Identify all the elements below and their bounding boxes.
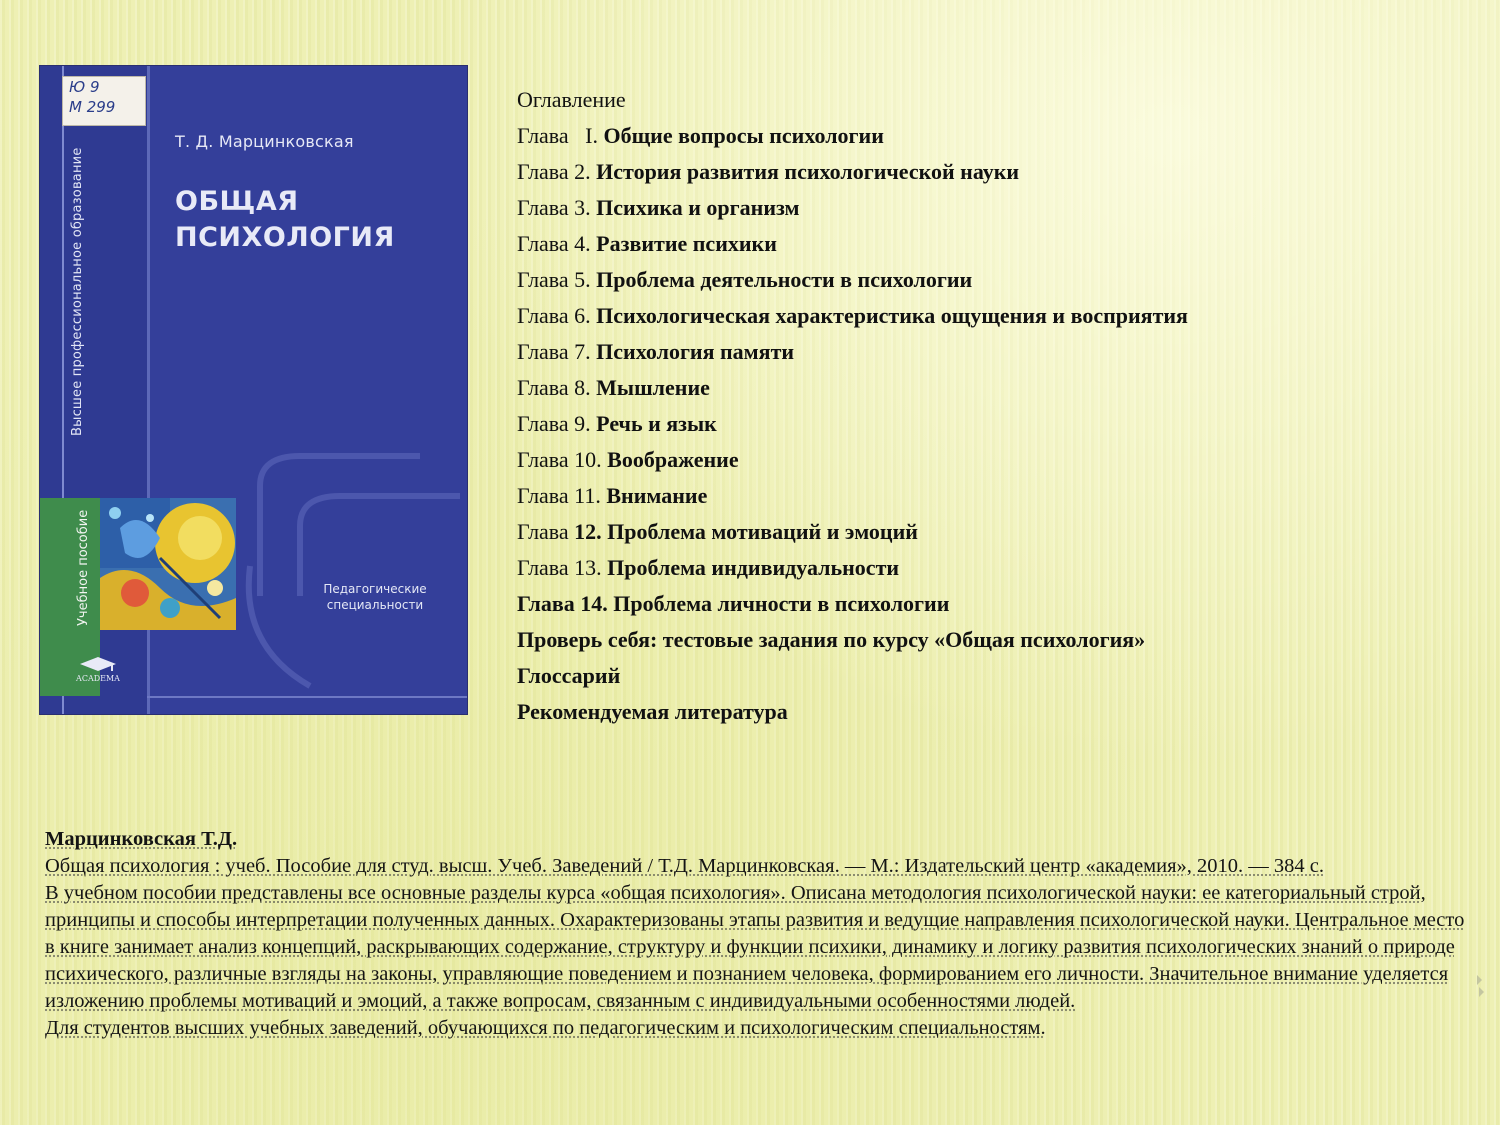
- cover-book-type: Учебное пособие: [76, 509, 91, 626]
- toc-item: [517, 334, 1477, 370]
- toc-item-prefix: Глава 13.: [517, 555, 608, 580]
- toc-item: [517, 658, 1477, 694]
- toc-item: [517, 586, 1477, 622]
- description-citation: Общая психология : учеб. Пособие для студ. высш. Учеб. Заведений / Т.Д. Марцинковская. — М.: Издательский центр «академия», 2010. — 384 с.: [45, 855, 1325, 877]
- sticker-line-1: Ю 9: [69, 78, 100, 96]
- toc-list: [517, 118, 1477, 730]
- toc-item-title: Внимание: [606, 483, 708, 508]
- description-abstract: В учебном пособии представлены все основные разделы курса «общая психология». Описана методология психологической науки: ее категориальный строй, принципы и способы интерпретации полученных данных. Охарактеризованы этапы развития и ведущие направления психологической науки. Центральное место в книге занимает анализ концепций, раскрывающих содержание, структуру и функции психики, динамику и логику развития психологических знаний о природе психического, различные взгляды на законы, управляющие поведением и познанием человека, формированием его личности. Значительное внимание уделяется изложению проблемы мотиваций и эмоций, а также вопросам, связанным с индивидуальными особенностями людей.: [45, 882, 1465, 1012]
- toc-item-title: Психологическая характеристика ощущения и восприятия: [596, 303, 1188, 328]
- library-sticker: [62, 76, 146, 126]
- cover-painting: [100, 498, 236, 630]
- toc-item-title: Проверь себя: тестовые задания по курсу «Общая психология»: [517, 627, 1146, 652]
- toc-item-prefix: Глава 3.: [517, 195, 597, 220]
- toc-item-title: Глоссарий: [517, 663, 621, 688]
- publisher-name: ACADEMA: [76, 674, 120, 683]
- toc-item: [517, 514, 1477, 550]
- specialty-line-2: специальности: [326, 598, 424, 612]
- toc-item-prefix: Глава 9.: [517, 411, 597, 436]
- slide-decor-arrow: [1477, 975, 1482, 985]
- book-description: [45, 826, 1465, 1042]
- toc-item-title: Рекомендуемая литература: [517, 699, 788, 724]
- cover-author: Т. Д. Марцинковская: [175, 132, 354, 151]
- cover-title-line-1: ОБЩАЯ: [175, 186, 299, 217]
- table-of-contents: [517, 82, 1477, 730]
- specialty-line-1: Педагогические: [323, 582, 427, 596]
- toc-heading: Оглавление: [517, 87, 626, 112]
- toc-item-prefix: Глава 11.: [517, 483, 607, 508]
- description-author: Марцинковская Т.Д.: [45, 828, 238, 850]
- toc-item-prefix: Глава I.: [517, 123, 604, 148]
- toc-item-prefix: Глава 10.: [517, 447, 608, 472]
- toc-item: [517, 262, 1477, 298]
- cover-decor-shape: [220, 446, 460, 696]
- toc-item-title: Психология памяти: [596, 339, 795, 364]
- toc-item-prefix: Глава 2.: [517, 159, 597, 184]
- toc-item: [517, 478, 1477, 514]
- toc-item: [517, 190, 1477, 226]
- cover-bottom-line: [147, 696, 467, 698]
- toc-item: [517, 442, 1477, 478]
- cover-specialty: [310, 581, 440, 613]
- toc-item: [517, 118, 1477, 154]
- toc-item: [517, 370, 1477, 406]
- toc-item: [517, 226, 1477, 262]
- toc-item-title: Мышление: [596, 375, 710, 400]
- toc-item: [517, 622, 1477, 658]
- toc-item-prefix: Глава 6.: [517, 303, 597, 328]
- toc-item-prefix: Глава 7.: [517, 339, 597, 364]
- toc-item: [517, 298, 1477, 334]
- toc-item-title: 12. Проблема мотиваций и эмоций: [574, 519, 918, 544]
- toc-item-title: Глава 14. Проблема личности в психологии: [517, 591, 950, 616]
- toc-item-title: История развития психологической науки: [596, 159, 1020, 184]
- sticker-line-2: М 299: [69, 98, 116, 116]
- toc-item-prefix: Глава: [517, 519, 575, 544]
- description-audience: Для студентов высших учебных заведений, обучающихся по педагогическим и психологическим специальностям.: [45, 1017, 1046, 1039]
- mortarboard-icon: [78, 656, 118, 672]
- toc-item-prefix: Глава 4.: [517, 231, 597, 256]
- cover-title-line-2: ПСИХОЛОГИЯ: [175, 222, 395, 253]
- toc-item-title: Речь и язык: [596, 411, 717, 436]
- toc-item-title: Воображение: [607, 447, 739, 472]
- toc-item-title: Проблема деятельности в психологии: [596, 267, 973, 292]
- slide-decor-arrow: [1479, 987, 1484, 997]
- toc-item: [517, 694, 1477, 730]
- toc-item-prefix: Глава 5.: [517, 267, 597, 292]
- toc-item-title: Развитие психики: [596, 231, 777, 256]
- toc-item-title: Проблема индивидуальности: [607, 555, 900, 580]
- toc-item-prefix: Глава 8.: [517, 375, 597, 400]
- publisher-logo: [70, 656, 126, 683]
- toc-item: [517, 154, 1477, 190]
- book-cover-image: [40, 66, 467, 714]
- toc-item-title: Общие вопросы психологии: [603, 123, 884, 148]
- toc-item: [517, 406, 1477, 442]
- toc-item-title: Психика и организм: [596, 195, 800, 220]
- painting-graphic: [100, 498, 236, 630]
- toc-item: [517, 550, 1477, 586]
- cover-title: [175, 184, 455, 256]
- cover-series-label: Высшее профессиональное образование: [70, 147, 85, 436]
